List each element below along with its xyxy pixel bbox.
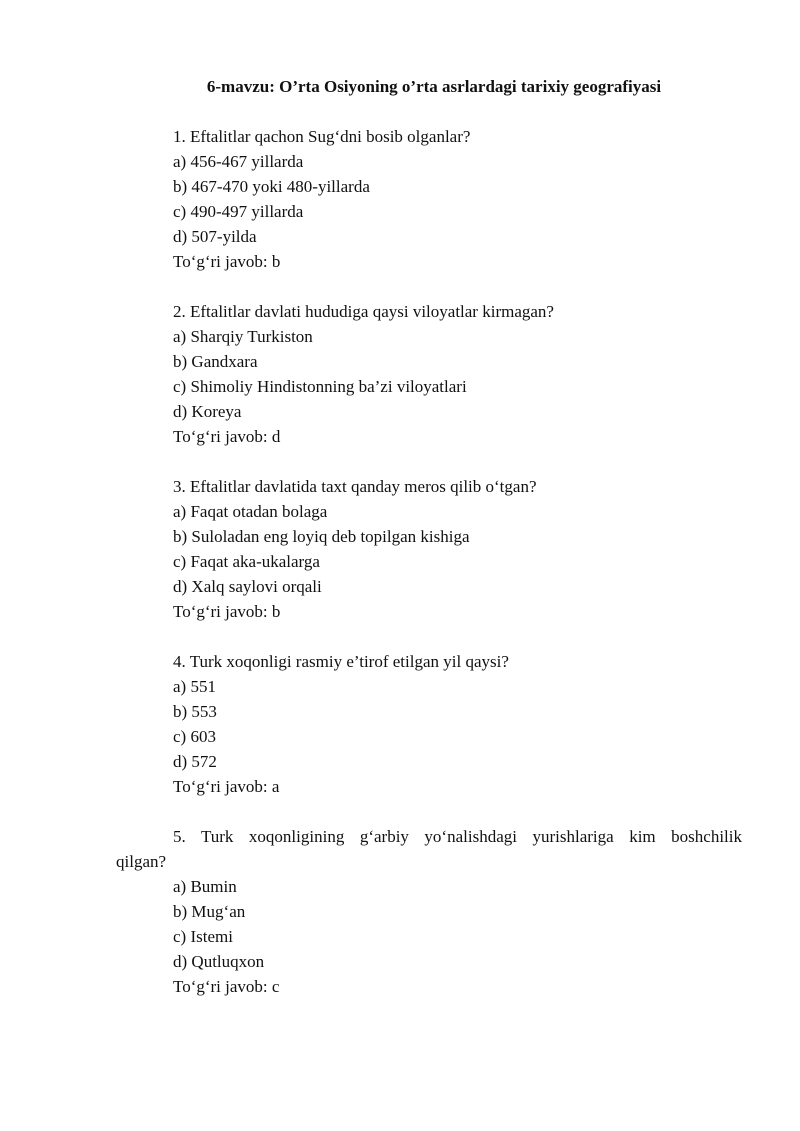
option-a: a) 551 [173, 677, 216, 696]
question-list [116, 124, 742, 1024]
question-1 [116, 124, 742, 274]
option-c: c) Faqat aka-ukalarga [173, 552, 320, 571]
option-d: d) Qutluqxon [173, 952, 265, 971]
option-b: b) Gandxara [173, 352, 258, 371]
question-text: 1. Eftalitlar qachon Sug‘dni bosib olganlar? [173, 127, 471, 146]
option-d: d) Koreya [173, 402, 242, 421]
option-b: b) Mug‘an [173, 902, 246, 921]
correct-answer: To‘g‘ri javob: b [173, 252, 281, 271]
option-a: a) Bumin [173, 877, 237, 896]
option-a: a) Sharqiy Turkiston [173, 327, 313, 346]
option-d: d) 572 [173, 752, 217, 771]
page-title: 6-mavzu: O’rta Osiyoning o’rta asrlardagi tarixiy geografiyasi [206, 77, 662, 96]
option-b: b) Suloladan eng loyiq deb topilgan kishiga [173, 527, 470, 546]
question-5 [116, 824, 742, 999]
option-b: b) 467-470 yoki 480-yillarda [173, 177, 370, 196]
question-3 [116, 474, 742, 624]
correct-answer: To‘g‘ri javob: c [173, 977, 280, 996]
correct-answer: To‘g‘ri javob: a [173, 777, 280, 796]
option-c: c) 490-497 yillarda [173, 202, 304, 221]
option-d: d) 507-yilda [173, 227, 257, 246]
option-d: d) Xalq saylovi orqali [173, 577, 322, 596]
question-text: 3. Eftalitlar davlatida taxt qanday meros qilib o‘tgan? [173, 477, 537, 496]
option-c: c) 603 [173, 727, 216, 746]
option-a: a) Faqat otadan bolaga [173, 502, 328, 521]
option-c: c) Shimoliy Hindistonning ba’zi viloyatlari [173, 377, 467, 396]
correct-answer: To‘g‘ri javob: b [173, 602, 281, 621]
option-c: c) Istemi [173, 927, 233, 946]
correct-answer: To‘g‘ri javob: d [173, 427, 281, 446]
option-b: b) 553 [173, 702, 217, 721]
question-4 [116, 649, 742, 799]
question-text: 5. Turk xoqonligining g‘arbiy yo‘nalishdagi yurishlariga kim boshchilik qilgan? [116, 827, 742, 871]
option-a: a) 456-467 yillarda [173, 152, 304, 171]
question-2 [116, 299, 742, 449]
question-text: 4. Turk xoqonligi rasmiy e’tirof etilgan yil qaysi? [173, 652, 509, 671]
question-text: 2. Eftalitlar davlati hududiga qaysi viloyatlar kirmagan? [173, 302, 554, 321]
